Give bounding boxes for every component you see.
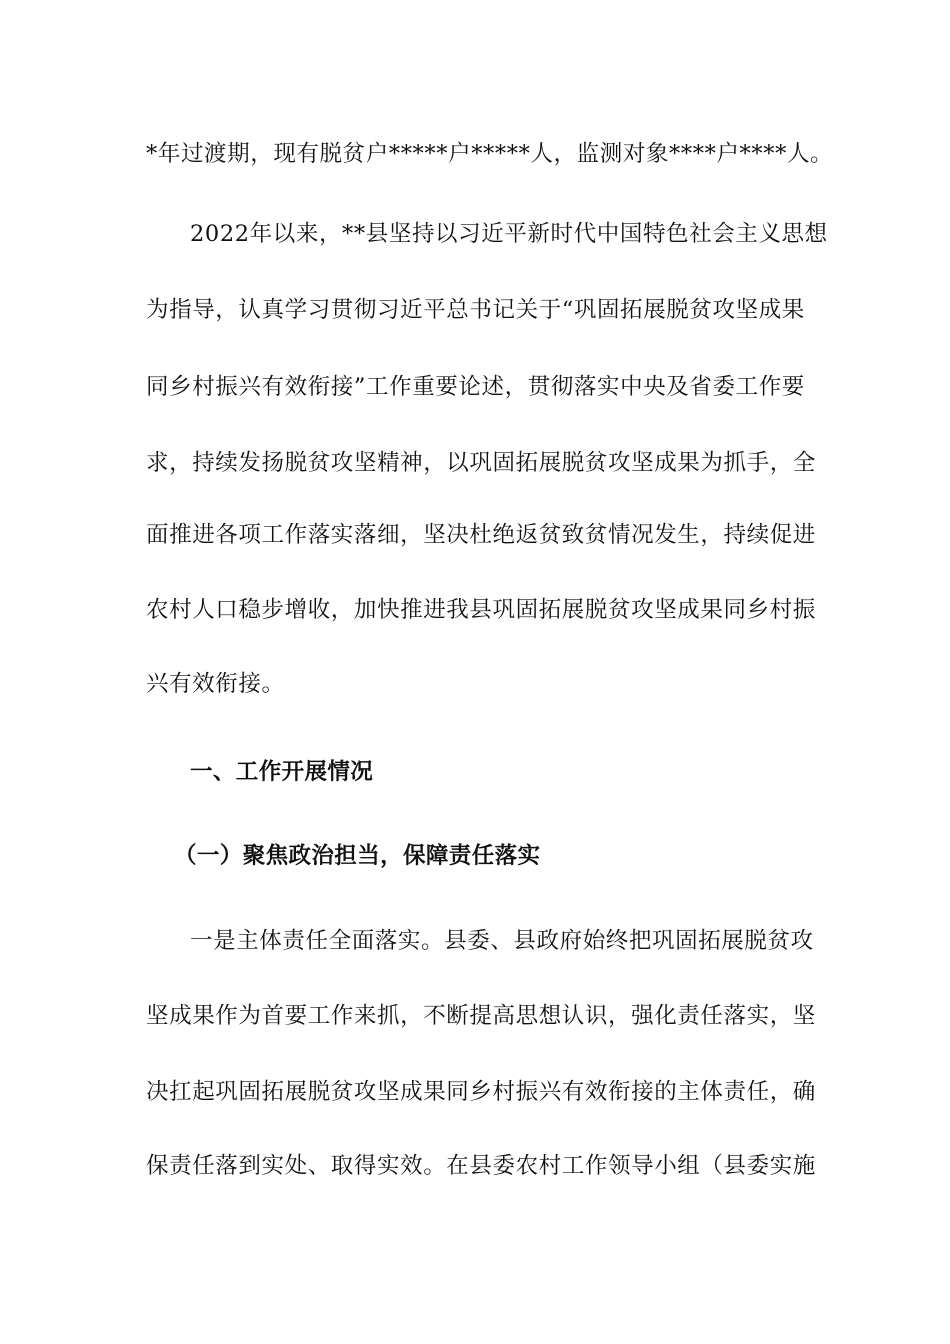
- text-line-2: 2022年以来，**县坚持以习近平新时代中国特色社会主义思想: [190, 221, 828, 247]
- text-line-7: 农村人口稳步增收，加快推进我县巩固拓展脱贫攻坚成果同乡村振: [146, 597, 816, 623]
- text-line-1: *年过渡期，现有脱贫户*****户*****人，监测对象****户****人。: [146, 141, 834, 167]
- text-line-3: 为指导，认真学习贯彻习近平总书记关于“巩固拓展脱贫攻坚成果: [146, 297, 805, 323]
- text-line-4: 同乡村振兴有效衔接”工作重要论述，贯彻落实中央及省委工作要: [146, 374, 805, 400]
- text-line-5: 求，持续发扬脱贫攻坚精神，以巩固拓展脱贫攻坚成果为抓手，全: [146, 450, 816, 476]
- text-line-12: 坚成果作为首要工作来抓，不断提高思想认识，强化责任落实，坚: [146, 1003, 816, 1029]
- subsection-heading: （一）聚焦政治担当，保障责任落实: [174, 843, 541, 869]
- section-heading: 一、工作开展情况: [190, 759, 374, 785]
- text-line-11: 一是主体责任全面落实。县委、县政府始终把巩固拓展脱贫攻: [190, 928, 814, 954]
- text-line-8: 兴有效衔接。: [146, 671, 285, 697]
- text-line-14: 保责任落到实处、取得实效。在县委农村工作领导小组（县委实施: [146, 1153, 816, 1179]
- text-line-6: 面推进各项工作落实落细，坚决杜绝返贫致贫情况发生，持续促进: [146, 522, 816, 548]
- text-line-13: 决扛起巩固拓展脱贫攻坚成果同乡村振兴有效衔接的主体责任，确: [146, 1079, 816, 1105]
